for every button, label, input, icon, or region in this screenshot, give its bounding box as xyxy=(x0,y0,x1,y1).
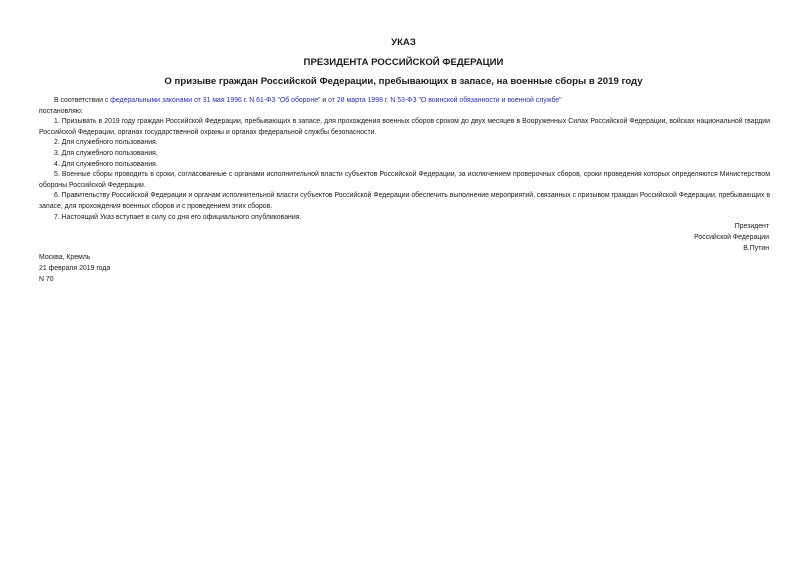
signature-block xyxy=(694,222,769,254)
item-2: 2. Для служебного пользования. xyxy=(54,139,158,147)
preamble-mid: и xyxy=(320,97,329,104)
issuance-date: 21 февраля 2019 года xyxy=(39,264,111,272)
preamble-lead: В соответствии с xyxy=(54,97,111,104)
decree-word: постановляю: xyxy=(39,107,83,115)
law-link-defense[interactable]: федеральными законами от 31 мая 1996 г. N 61-ФЗ "Об обороне" xyxy=(110,97,321,104)
issuance-block xyxy=(39,253,110,285)
signature-title: Президент xyxy=(734,223,769,230)
item-3: 3. Для служебного пользования. xyxy=(54,149,158,157)
signature-country: Российской Федерации xyxy=(694,233,769,241)
item-1: 1. Призывать в 2019 году граждан Российской Федерации, пребывающих в запасе, для прохождения военных сборов сроком до двух месяцев в Вооруженных Силах Российской Федерации, войсках национальной гвардии Российской Федерации, органах государственной охраны и органах федеральной службы безопасности. xyxy=(39,118,770,136)
document-subject: О призыве граждан Российской Федерации, пребывающих в запасе, на военные сборы в 2019 году xyxy=(164,76,643,87)
signature-name: В.Путин xyxy=(743,244,769,252)
item-7: 7. Настоящий Указ вступает в силу со дня его официального опубликования. xyxy=(54,213,302,221)
preamble xyxy=(39,96,770,107)
law-link-military-service[interactable]: от 28 марта 1998 г. N 53-ФЗ "О воинской обязанности и военной службе" xyxy=(328,97,562,104)
document-number: N 70 xyxy=(39,275,54,283)
document-issuer: ПРЕЗИДЕНТА РОССИЙСКОЙ ФЕДЕРАЦИИ xyxy=(303,57,504,68)
item-6: 6. Правительству Российской Федерации и органам исполнительной власти субъектов Российской Федерации обеспечить выполнение мероприятий, связанных с призывом граждан Российской Федерации, пребывающих в запасе, для прохождения военных сборов и с проведением этих сборов. xyxy=(39,192,770,210)
document-body xyxy=(39,96,770,223)
item-4: 4. Для служебного пользования. xyxy=(54,160,158,168)
document-kind: УКАЗ xyxy=(391,37,416,48)
issuance-place: Москва, Кремль xyxy=(39,254,91,261)
item-5: 5. Военные сборы проводить в сроки, согласованные с органами исполнительной власти субъектов Российской Федерации, за исключением проверочных сборов, сроки проведения которых определяются Министерством обороны Российской Федерации. xyxy=(39,171,770,189)
